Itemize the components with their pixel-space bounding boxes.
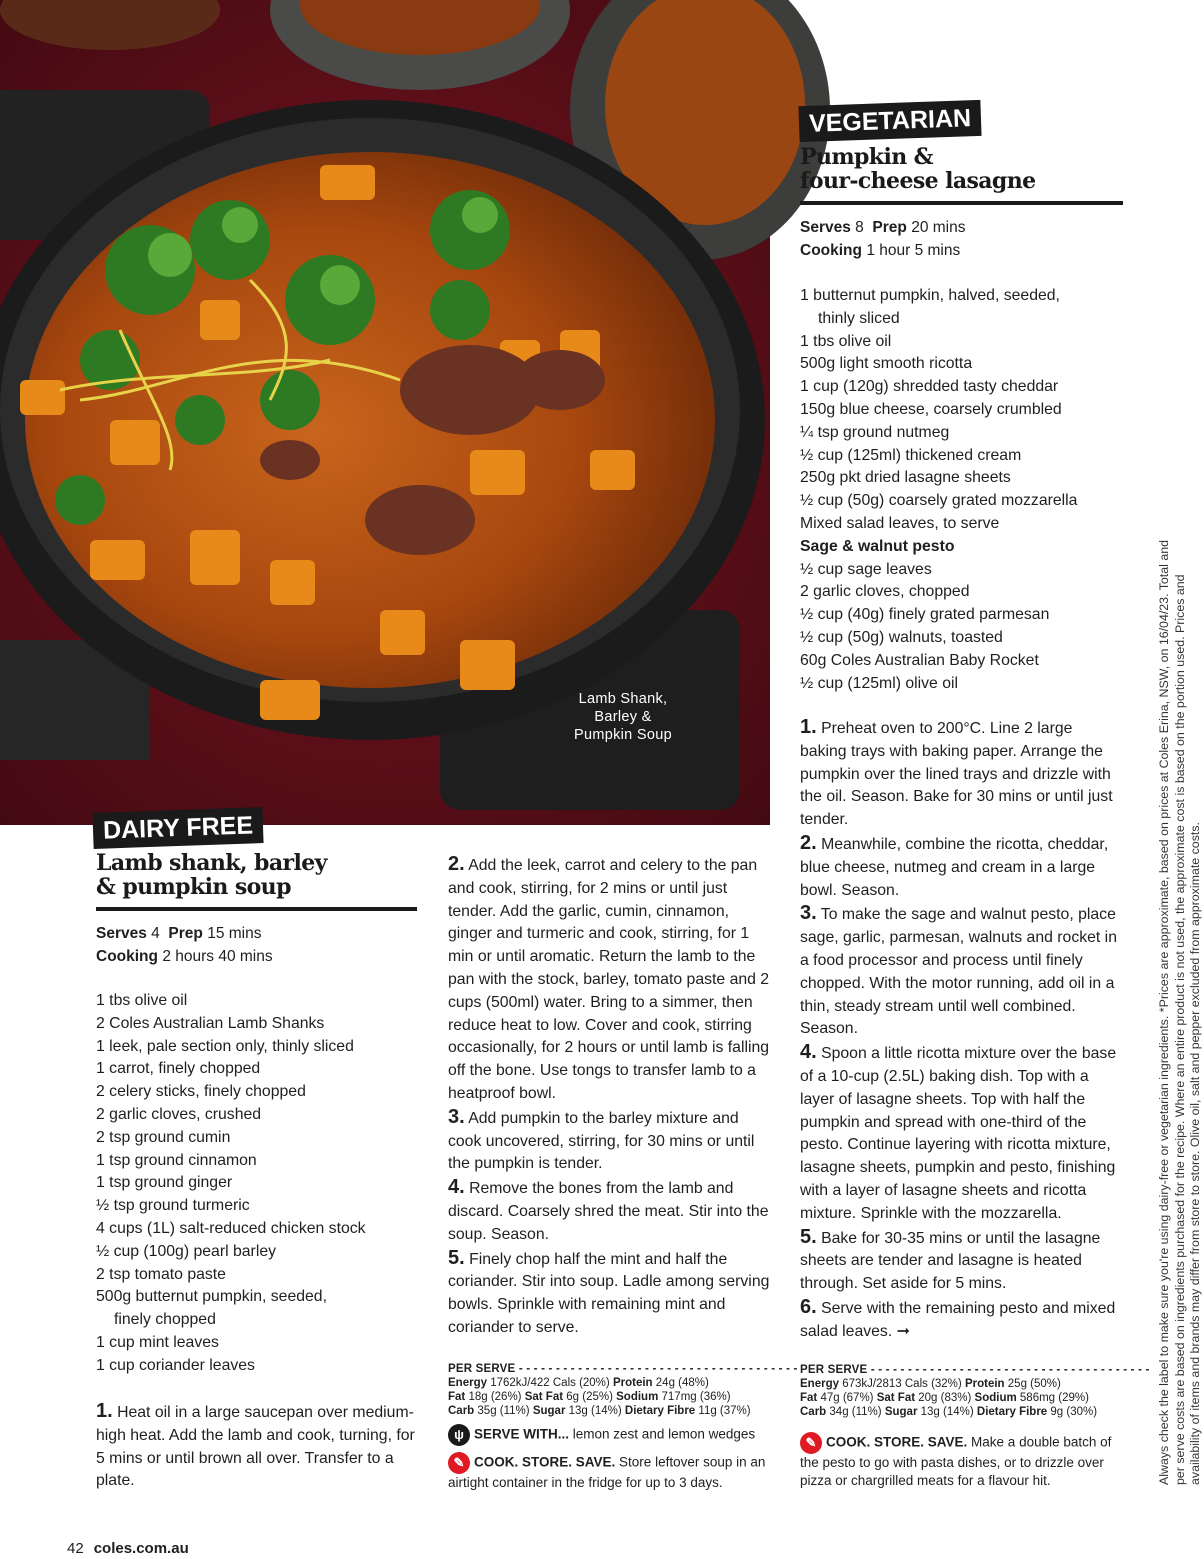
- method-step: [800, 716, 1122, 832]
- vegetarian-recipe-meta: [800, 216, 965, 262]
- prep-value: 15 mins: [207, 925, 262, 942]
- ingredient: 2 garlic cloves, chopped: [800, 583, 970, 601]
- page-footer: [67, 1540, 189, 1557]
- nutrient-value: 1762kJ/422 Cals (20%): [490, 1377, 610, 1389]
- tip-label: COOK. STORE. SAVE.: [474, 1454, 616, 1470]
- nutrient-value: 717mg (36%): [661, 1391, 731, 1403]
- step-number: 5.: [448, 1246, 465, 1269]
- dairy-free-badge: DAIRY FREE: [92, 807, 263, 849]
- nutrient-value: 34g (11%): [829, 1406, 882, 1418]
- method-step: [96, 1400, 421, 1493]
- step-number: 1.: [96, 1400, 113, 1422]
- method-step: [448, 853, 773, 1106]
- step-number: 2.: [800, 831, 817, 854]
- dairy-free-method: [448, 853, 773, 1340]
- cooking-value: 2 hours 40 mins: [162, 948, 273, 965]
- ingredient: 1 cup coriander leaves: [96, 1356, 255, 1374]
- ingredient: 2 tsp ground cumin: [96, 1128, 231, 1146]
- serves-label: Serves: [96, 925, 147, 942]
- ingredient: 2 garlic cloves, crushed: [96, 1105, 262, 1123]
- ingredient: 4 cups (1L) salt-reduced chicken stock: [96, 1219, 366, 1237]
- nutrient-label: Protein: [612, 1377, 653, 1389]
- ingredient: 1 tsp ground ginger: [96, 1174, 233, 1192]
- vegetarian-recipe-title: [800, 145, 1120, 193]
- ingredient: finely chopped: [114, 1311, 216, 1329]
- step-number: 2.: [448, 853, 465, 875]
- prep-label: Prep: [168, 925, 203, 942]
- step-number: 3.: [448, 1105, 465, 1128]
- ingredient: 250g pkt dried lasagne sheets: [800, 469, 1011, 487]
- nutrient-value: 11g (37%): [698, 1405, 751, 1417]
- nutrient-label: Carb: [800, 1406, 827, 1418]
- ingredient: 2 Coles Australian Lamb Shanks: [96, 1014, 325, 1032]
- nutrient-value: 35g (11%): [477, 1405, 530, 1417]
- nutrient-label: Dietary Fibre: [624, 1405, 696, 1417]
- tip-label: SERVE WITH...: [474, 1426, 570, 1442]
- per-serve-heading: PER SERVE: [800, 1364, 868, 1376]
- step-number: 6.: [800, 1295, 817, 1318]
- step-text: Add the leek, carrot and celery to the pan and cook, stirring, for 2 mins or until just tender. Add the garlic, cumin, cinnamon, ginger and turmeric and cook, stirring, for 1 min or until aromatic. Return the lamb to the pan with the stock, barley, tomato paste and 2 cups (500ml) water. Bring to a simmer, then reduce heat to low. Cover and cook, stirring occasionally, for 2 hours or until lamb is falling off the bone. Use tongs to transfer lamb to a heatproof bowl.: [448, 857, 770, 1102]
- nutrient-label: Energy: [800, 1378, 839, 1390]
- method-step: [800, 832, 1122, 902]
- nutrient-value: 24g (48%): [655, 1377, 709, 1389]
- hero-photo: [0, 0, 770, 825]
- step-number: 4.: [800, 1041, 817, 1064]
- nutrient-label: Protein: [964, 1378, 1005, 1390]
- title-line: Lamb shank, barley: [96, 850, 327, 876]
- ingredient: 1 tbs olive oil: [96, 992, 188, 1009]
- leaf-icon: ✎: [448, 1452, 470, 1474]
- nutrient-label: Sodium: [616, 1391, 659, 1403]
- title-line: & pumpkin soup: [96, 874, 291, 900]
- method-step: [448, 1106, 773, 1176]
- nutrient-label: Carb: [448, 1405, 475, 1417]
- nutrient-label: Sugar: [532, 1405, 566, 1417]
- ingredient: 1 butternut pumpkin, halved, seeded,: [800, 287, 1060, 304]
- dairy-free-method-step1: [96, 1400, 421, 1493]
- ingredient: 1 leek, pale section only, thinly sliced: [96, 1037, 354, 1055]
- dairy-free-ingredients-list: [96, 990, 366, 1378]
- photo-caption-line: Barley &: [594, 709, 652, 725]
- ingredient: ½ cup (50g) walnuts, toasted: [800, 628, 1003, 646]
- photo-caption-line: Pumpkin Soup: [574, 727, 672, 743]
- ingredient: 1 cup mint leaves: [96, 1333, 219, 1351]
- nutrient-label: Fat: [448, 1391, 466, 1403]
- nutrient-label: Energy: [448, 1377, 487, 1389]
- step-number: 3.: [800, 902, 817, 925]
- cutlery-icon: ψ: [448, 1424, 470, 1446]
- cooking-label: Cooking: [800, 242, 862, 259]
- serves-value: 4: [151, 925, 160, 942]
- nutrient-value: 18g (26%): [468, 1391, 522, 1403]
- serves-label: Serves: [800, 219, 851, 236]
- ingredient: ½ cup (125ml) thickened cream: [800, 446, 1022, 464]
- step-text: Add pumpkin to the barley mixture and cook uncovered, stirring, for 30 mins or until the pumpkin is tender.: [448, 1109, 755, 1173]
- ingredient: 1 tbs olive oil: [800, 332, 892, 350]
- ingredient: ½ cup (100g) pearl barley: [96, 1242, 277, 1260]
- ingredient: Mixed salad leaves, to serve: [800, 514, 1000, 532]
- vegetarian-method: [800, 716, 1122, 1344]
- dairy-free-recipe-meta: [96, 922, 273, 968]
- photo-caption: [560, 690, 686, 744]
- cooking-label: Cooking: [96, 948, 158, 965]
- vegetarian-ingredients-list: [800, 285, 1077, 695]
- method-step: [800, 1226, 1122, 1296]
- tip-text: Make a double batch of the pesto to go with pasta dishes, or to drizzle over pizza or chargrilled meats for a flavour hit.: [800, 1434, 1112, 1488]
- vegetarian-per-serve: PER SERVE - - - - - - - - - - - - - - - - - - - - - - - - - - - - - - - - - - - - - - Energy 673kJ/2813 Cals (32%) Protein 25g (50%) Fat 47g (67%) Sat Fat 20g (83%) Sodium 586mg (29%) Carb 34g (11%) Sugar 13g (14%) Dietary Fibre 9g (30%): [800, 1364, 1150, 1418]
- ingredient: thinly sliced: [818, 309, 900, 327]
- ingredient: 1 tsp ground cinnamon: [96, 1151, 257, 1169]
- ingredient: ½ tsp ground turmeric: [96, 1197, 250, 1215]
- nutrient-value: 13g (14%): [568, 1405, 622, 1417]
- nutrient-value: 47g (67%): [820, 1392, 874, 1404]
- step-number: 5.: [800, 1225, 817, 1248]
- ingredient: ½ cup sage leaves: [800, 560, 932, 578]
- ingredient: 1 carrot, finely chopped: [96, 1060, 261, 1078]
- nutrient-value: 6g (25%): [566, 1391, 613, 1403]
- nutrient-label: Sodium: [974, 1392, 1017, 1404]
- page-number: 42: [67, 1540, 84, 1557]
- step-text: Serve with the remaining pesto and mixed salad leaves. ➞: [800, 1299, 1116, 1340]
- ingredient: ½ cup (125ml) olive oil: [800, 674, 959, 692]
- ingredient: 60g Coles Australian Baby Rocket: [800, 651, 1039, 669]
- step-text: To make the sage and walnut pesto, place sage, garlic, parmesan, walnuts and rocket in a food processor and process until finely chopped. With the motor running, add oil in a thin, steady stream until well combined. Season.: [800, 906, 1117, 1038]
- nutrient-label: Sugar: [884, 1406, 918, 1418]
- ingredient: ¼ tsp ground nutmeg: [800, 423, 950, 441]
- step-text: Remove the bones from the lamb and discard. Coarsely shred the meat. Stir into the soup. Season.: [448, 1180, 769, 1243]
- ingredient: 150g blue cheese, coarsely crumbled: [800, 400, 1062, 418]
- method-step: [448, 1176, 773, 1246]
- step-number: 1.: [800, 716, 817, 738]
- title-rule: [800, 201, 1123, 205]
- nutrient-value: 25g (50%): [1007, 1378, 1061, 1390]
- nutrient-value: 20g (83%): [918, 1392, 972, 1404]
- step-number: 4.: [448, 1176, 465, 1199]
- ingredient: ½ cup (40g) finely grated parmesan: [800, 606, 1050, 624]
- dairy-free-per-serve: PER SERVE - - - - - - - - - - - - - - - - - - - - - - - - - - - - - - - - - - - - - - Energy 1762kJ/422 Cals (20%) Protein 24g (48%) Fat 18g (26%) Sat Fat 6g (25%) Sodium 717mg (36%) Carb 35g (11%) Sugar 13g (14%) Dietary Fibre 11g (37%): [448, 1363, 798, 1417]
- ingredient: ½ cup (50g) coarsely grated mozzarella: [800, 492, 1078, 510]
- step-text: Bake for 30-35 mins or until the lasagne sheets are tender and lasagne is heated through. Set aside for 5 mins.: [800, 1229, 1101, 1293]
- prep-value: 20 mins: [911, 219, 966, 236]
- nutrient-value: 9g (30%): [1050, 1406, 1098, 1418]
- pesto-subheading: Sage & walnut pesto: [800, 537, 955, 555]
- method-step: [448, 1247, 773, 1340]
- side-disclaimer: Always check the label to make sure you're using dairy-free or vegetarian ingredients. *Prices are approximate, based on prices at Coles Erina, NSW, on 16/04/23. Total and per serve costs are based on ingredients purchased for the recipe. Where an entire product is not used, the approximate cost is based on the portion used. Prices and availability of items and brands may differ from store to store. Olive oil, salt and pepper excluded from approximate costs.: [1157, 539, 1202, 1485]
- site-link[interactable]: coles.com.au: [93, 1540, 189, 1557]
- nutrient-value: 673kJ/2813 Cals (32%): [842, 1378, 962, 1390]
- dairy-free-serve-with: [448, 1424, 778, 1446]
- nutrient-value: 13g (14%): [920, 1406, 974, 1418]
- nutrient-value: 586mg (29%): [1019, 1392, 1089, 1404]
- nutrient-label: Fat: [800, 1392, 818, 1404]
- ingredient: 2 celery sticks, finely chopped: [96, 1083, 306, 1101]
- title-line: Pumpkin &: [800, 144, 933, 170]
- step-text: Meanwhile, combine the ricotta, cheddar, blue cheese, nutmeg and cream in a large bowl. Season.: [800, 835, 1109, 899]
- ingredient: 2 tsp tomato paste: [96, 1265, 226, 1283]
- step-text: Preheat oven to 200°C. Line 2 large baking trays with baking paper. Arrange the pumpkin over the lined trays and drizzle with the oil. Season. Bake for 30 mins or until just tender.: [800, 720, 1113, 829]
- leaf-icon: ✎: [800, 1432, 822, 1454]
- tip-label: COOK. STORE. SAVE.: [826, 1434, 968, 1450]
- ingredient: 1 cup (120g) shredded tasty cheddar: [800, 378, 1059, 396]
- nutrient-label: Sat Fat: [524, 1391, 564, 1403]
- per-serve-heading: PER SERVE: [448, 1363, 516, 1375]
- dairy-free-cook-store-save: [448, 1452, 774, 1492]
- step-text: Heat oil in a large saucepan over medium-high heat. Add the lamb and cook, turning, for 5 mins or until brown all over. Transfer to a plate.: [96, 1404, 415, 1490]
- dairy-free-recipe-title: [96, 851, 416, 899]
- serves-value: 8: [855, 219, 864, 236]
- vegetarian-badge: VEGETARIAN: [798, 100, 981, 142]
- photo-caption-line: Lamb Shank,: [578, 691, 668, 707]
- vegetarian-cook-store-save: [800, 1432, 1125, 1490]
- ingredient: 500g butternut pumpkin, seeded,: [96, 1288, 327, 1306]
- method-step: [800, 1296, 1122, 1344]
- nutrient-label: Dietary Fibre: [976, 1406, 1048, 1418]
- cooking-value: 1 hour 5 mins: [866, 242, 961, 259]
- step-text: Spoon a little ricotta mixture over the base of a 10-cup (2.5L) baking dish. Top with a layer of lasagne sheets. Top with half the pumpkin and spread with one-third of the pesto. Continue layering with ricotta mixture, lasagne sheets, pumpkin and pesto, finishing with a layer of lasagne sheets and ricotta mixture. Sprinkle with the mozzarella.: [800, 1045, 1117, 1222]
- title-rule: [96, 907, 417, 911]
- method-step: [800, 1041, 1122, 1225]
- tip-text: Store leftover soup in an airtight container in the fridge for up to 3 days.: [448, 1454, 766, 1490]
- title-line: four-cheese lasagne: [800, 168, 1036, 194]
- ingredient: 500g light smooth ricotta: [800, 355, 973, 373]
- prep-label: Prep: [872, 219, 907, 236]
- method-step: [800, 902, 1122, 1041]
- step-text: Finely chop half the mint and half the coriander. Stir into soup. Ladle among serving bowls. Sprinkle with remaining mint and coriander to serve.: [448, 1250, 770, 1336]
- nutrient-label: Sat Fat: [876, 1392, 916, 1404]
- tip-text: lemon zest and lemon wedges: [572, 1426, 756, 1442]
